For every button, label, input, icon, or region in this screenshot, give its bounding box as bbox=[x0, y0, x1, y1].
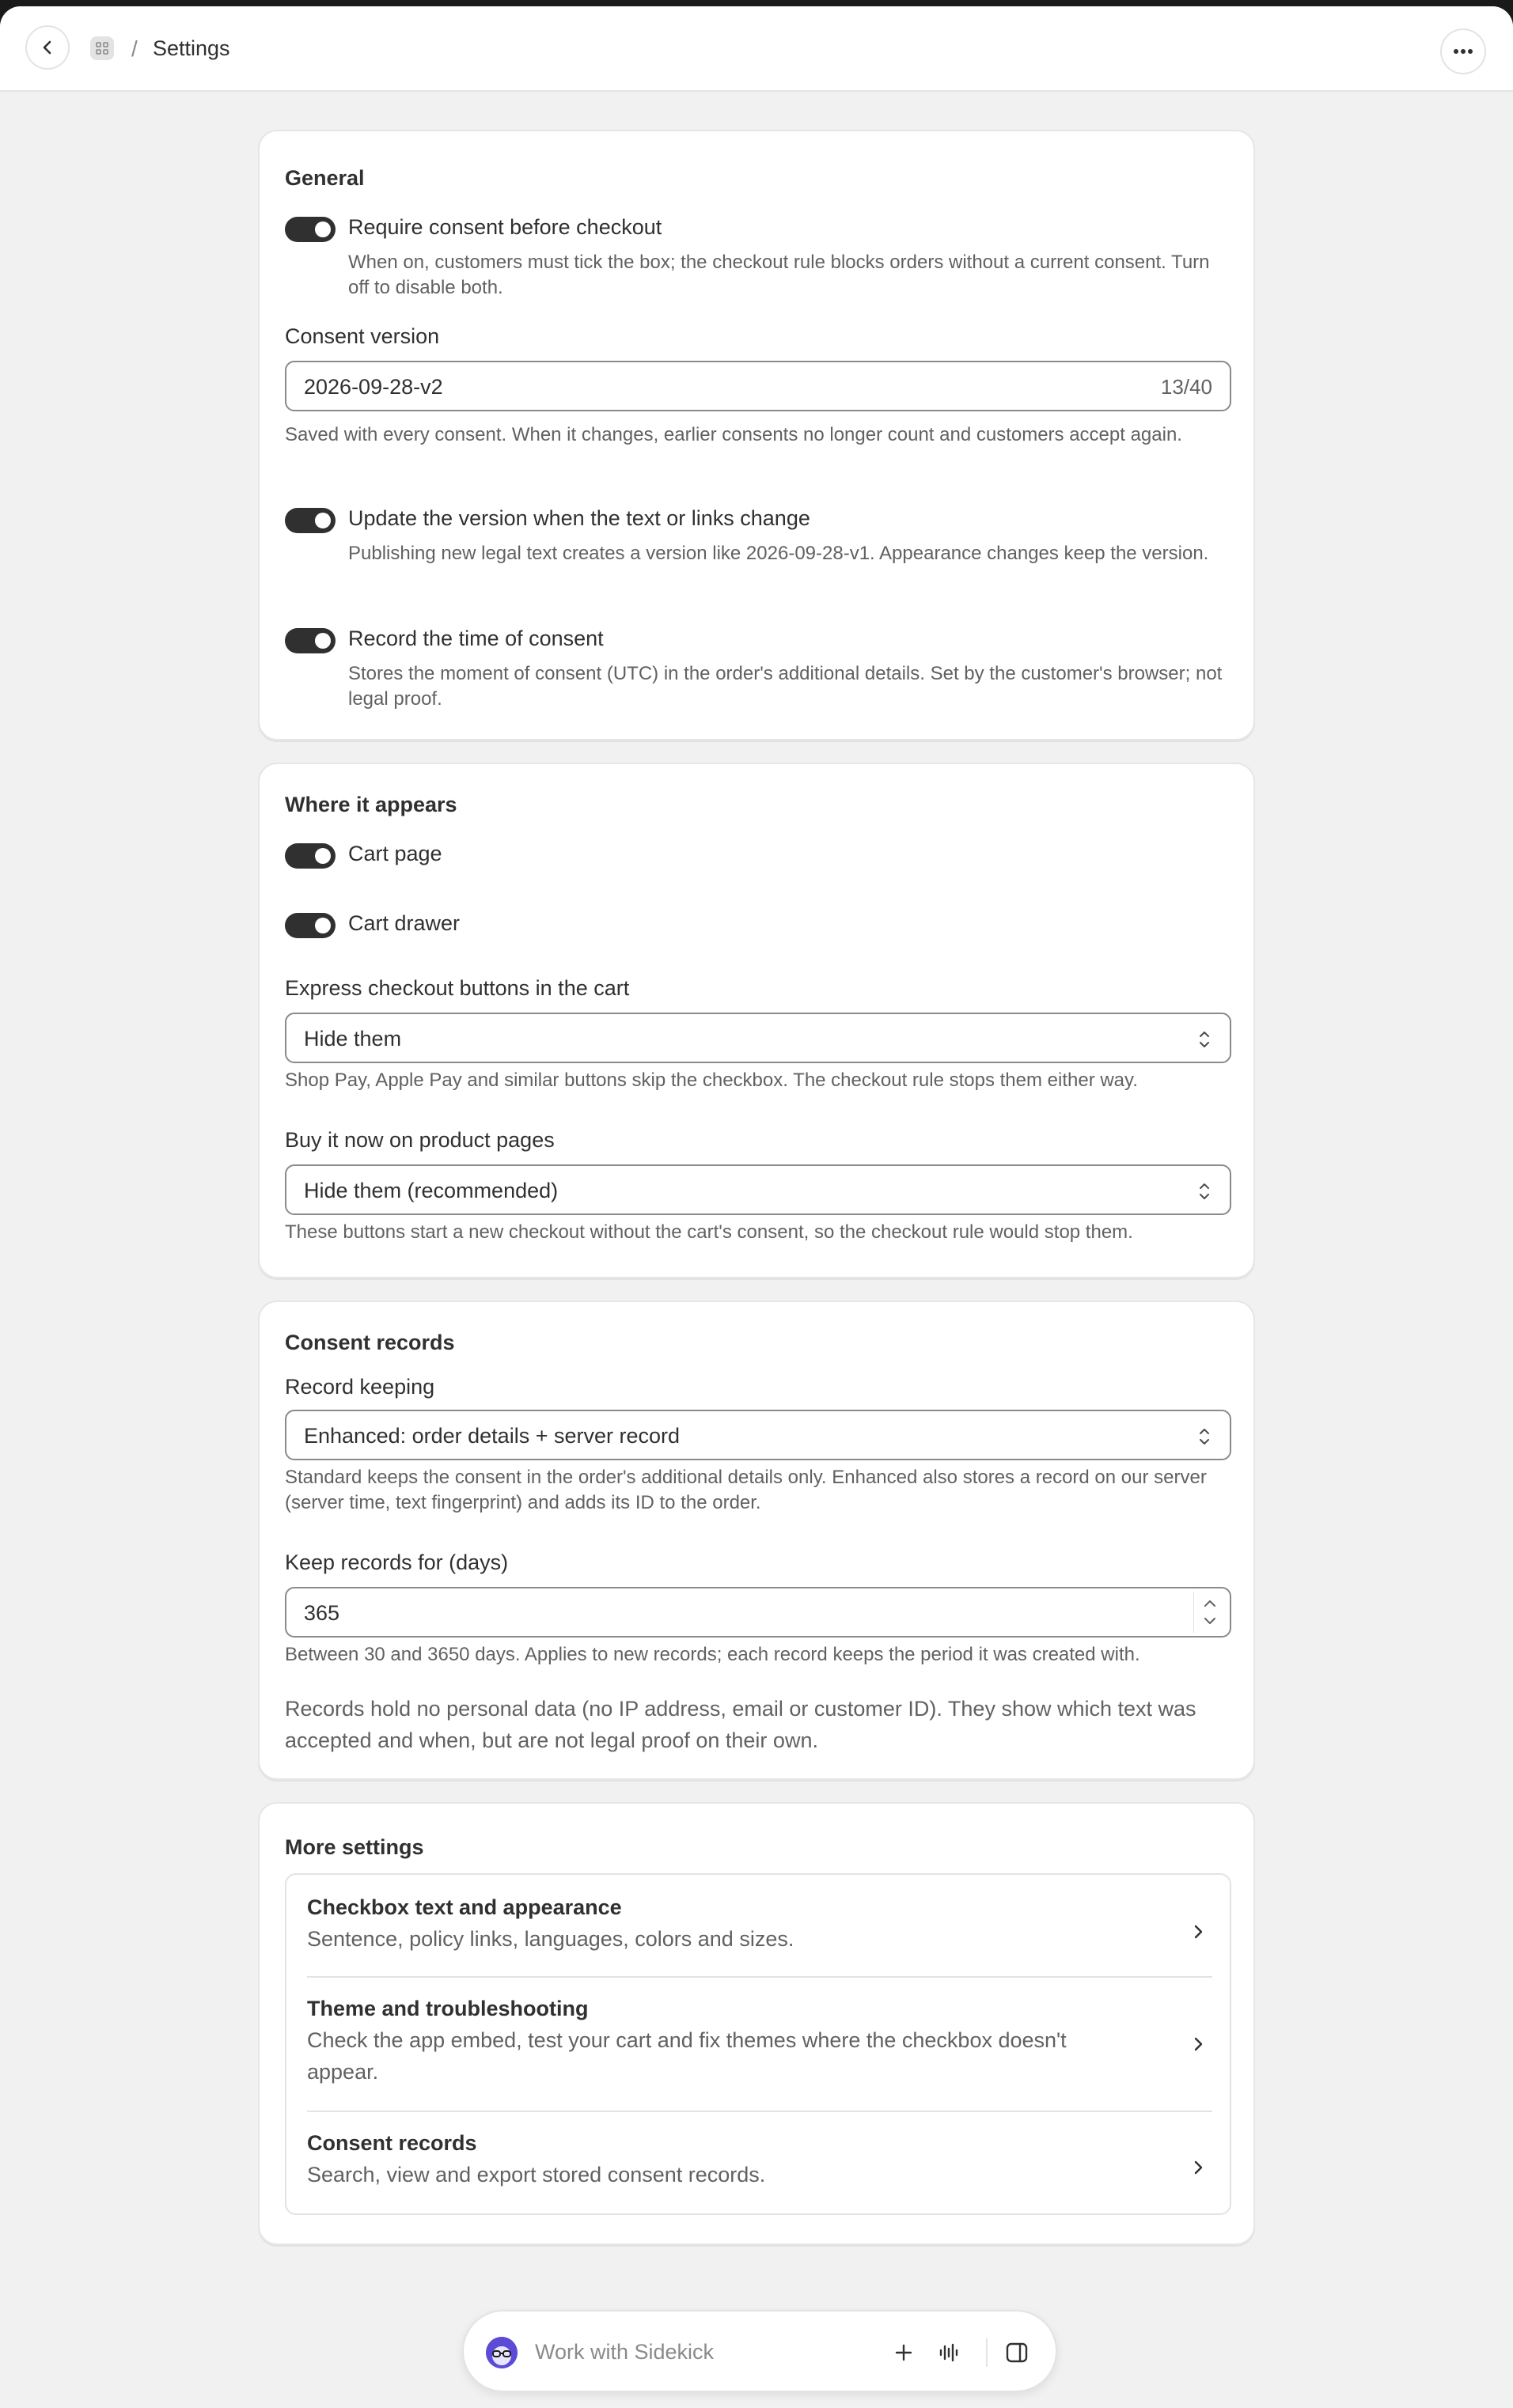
consent-version-help: Saved with every consent. When it changes, earlier consents no longer count and customers accept again. bbox=[285, 424, 1182, 445]
update-version-label: Update the version when the text or links change bbox=[348, 506, 810, 530]
record-time-help: Stores the moment of consent (UTC) in the order's additional details. Set by the customer's browser; not legal proof. bbox=[348, 663, 1223, 710]
express-help: Shop Pay, Apple Pay and similar buttons skip the checkbox. The checkout rule stops them either way. bbox=[285, 1070, 1138, 1091]
records-card bbox=[258, 1301, 1255, 1780]
list-item-title: Theme and troubleshooting bbox=[307, 1997, 589, 2020]
cart-page-toggle[interactable] bbox=[285, 843, 336, 869]
chevron-right-icon bbox=[1189, 2158, 1208, 2177]
keep-days-value: 365 bbox=[304, 1601, 340, 1625]
cart-page-row bbox=[285, 843, 1231, 872]
records-title: Consent records bbox=[285, 1331, 455, 1354]
keep-days-input[interactable] bbox=[285, 1587, 1231, 1638]
buy-now-value: Hide them (recommended) bbox=[304, 1179, 559, 1202]
breadcrumb-separator: / bbox=[131, 36, 138, 61]
list-item-title: Checkbox text and appearance bbox=[307, 1895, 622, 1919]
sidekick-separator bbox=[986, 2338, 988, 2367]
chevron-left-icon bbox=[39, 39, 56, 56]
list-item-theme[interactable] bbox=[307, 1997, 1212, 2088]
where-card bbox=[258, 763, 1255, 1278]
back-button[interactable] bbox=[25, 25, 70, 70]
list-divider bbox=[307, 1976, 1212, 1978]
side-panel-icon[interactable] bbox=[1005, 2342, 1029, 2364]
records-note: Records hold no personal data (no IP address, email or customer ID). They show which text was accepted and when, but are not legal proof on their own. bbox=[285, 1697, 1196, 1752]
sidekick-input[interactable]: Work with Sidekick bbox=[535, 2340, 715, 2364]
require-consent-label: Require consent before checkout bbox=[348, 215, 662, 239]
update-version-row bbox=[285, 508, 1231, 595]
app-grid-icon[interactable] bbox=[90, 36, 114, 60]
cart-page-label: Cart page bbox=[348, 842, 442, 865]
record-time-row bbox=[285, 628, 1231, 715]
cart-drawer-label: Cart drawer bbox=[348, 911, 461, 935]
buy-now-select[interactable] bbox=[285, 1164, 1231, 1215]
record-keeping-value: Enhanced: order details + server record bbox=[304, 1424, 681, 1448]
page-title: Settings bbox=[153, 36, 230, 60]
record-keeping-help: Standard keeps the consent in the order's additional details only. Enhanced also stores a record on our server (server time, text fingerprint) and adds its ID to the order. bbox=[285, 1467, 1207, 1513]
require-consent-help: When on, customers must tick the box; the checkout rule blocks orders without a current consent. Turn off to disable both. bbox=[348, 252, 1210, 298]
app-frame bbox=[0, 6, 1513, 2408]
keep-days-help: Between 30 and 3650 days. Applies to new records; each record keeps the period it was created with. bbox=[285, 1644, 1140, 1665]
require-consent-toggle[interactable] bbox=[285, 217, 336, 242]
consent-version-value: 2026-09-28-v2 bbox=[304, 375, 443, 399]
express-select[interactable] bbox=[285, 1013, 1231, 1063]
update-version-toggle[interactable] bbox=[285, 508, 336, 533]
buy-now-label: Buy it now on product pages bbox=[285, 1128, 555, 1152]
record-keeping-label: Record keeping bbox=[285, 1375, 435, 1399]
list-item-consent-records[interactable] bbox=[307, 2131, 1212, 2190]
cart-drawer-row bbox=[285, 913, 1231, 941]
record-time-label: Record the time of consent bbox=[348, 627, 604, 650]
require-consent-row bbox=[285, 217, 1231, 304]
list-divider bbox=[307, 2111, 1212, 2112]
more-settings-title: More settings bbox=[285, 1835, 424, 1859]
record-keeping-select[interactable] bbox=[285, 1410, 1231, 1460]
express-value: Hide them bbox=[304, 1027, 402, 1051]
keep-days-label: Keep records for (days) bbox=[285, 1550, 509, 1574]
select-arrows-icon bbox=[1196, 1179, 1212, 1204]
more-settings-list bbox=[285, 1873, 1231, 2215]
select-arrows-icon bbox=[1196, 1424, 1212, 1449]
list-item-desc: Search, view and export stored consent records. bbox=[307, 2163, 766, 2187]
buy-now-help: These buttons start a new checkout without the cart's consent, so the checkout rule would stop them. bbox=[285, 1221, 1133, 1243]
stepper-arrows-icon bbox=[1194, 1592, 1226, 1633]
character-count: 13/40 bbox=[1160, 375, 1212, 399]
list-item-title: Consent records bbox=[307, 2131, 477, 2155]
chevron-right-icon bbox=[1189, 2035, 1208, 2054]
sidekick-bar[interactable] bbox=[462, 2310, 1057, 2392]
sidekick-avatar-icon bbox=[486, 2337, 518, 2368]
list-item-desc: Check the app embed, test your cart and fix themes where the checkbox doesn't appear. bbox=[307, 2028, 1067, 2084]
consent-version-label: Consent version bbox=[285, 324, 440, 348]
select-arrows-icon bbox=[1196, 1027, 1212, 1052]
list-item-desc: Sentence, policy links, languages, colors and sizes. bbox=[307, 1927, 794, 1951]
where-title: Where it appears bbox=[285, 793, 457, 816]
list-item-checkbox-text[interactable] bbox=[307, 1895, 1212, 1955]
general-title: General bbox=[285, 166, 365, 190]
record-time-toggle[interactable] bbox=[285, 628, 336, 653]
more-settings-card bbox=[258, 1802, 1255, 2245]
voice-waveform-icon[interactable] bbox=[937, 2342, 959, 2364]
express-label: Express checkout buttons in the cart bbox=[285, 976, 630, 1000]
general-card bbox=[258, 130, 1255, 740]
cart-drawer-toggle[interactable] bbox=[285, 913, 336, 938]
top-bar bbox=[0, 6, 1513, 92]
plus-icon[interactable] bbox=[893, 2342, 915, 2364]
chevron-right-icon bbox=[1189, 1922, 1208, 1941]
update-version-help: Publishing new legal text creates a version like 2026-09-28-v1. Appearance changes keep the version. bbox=[348, 543, 1209, 564]
number-stepper[interactable] bbox=[1193, 1592, 1225, 1633]
consent-version-input[interactable] bbox=[285, 361, 1231, 411]
ellipsis-icon bbox=[1453, 48, 1473, 55]
more-actions-button[interactable] bbox=[1440, 28, 1486, 74]
